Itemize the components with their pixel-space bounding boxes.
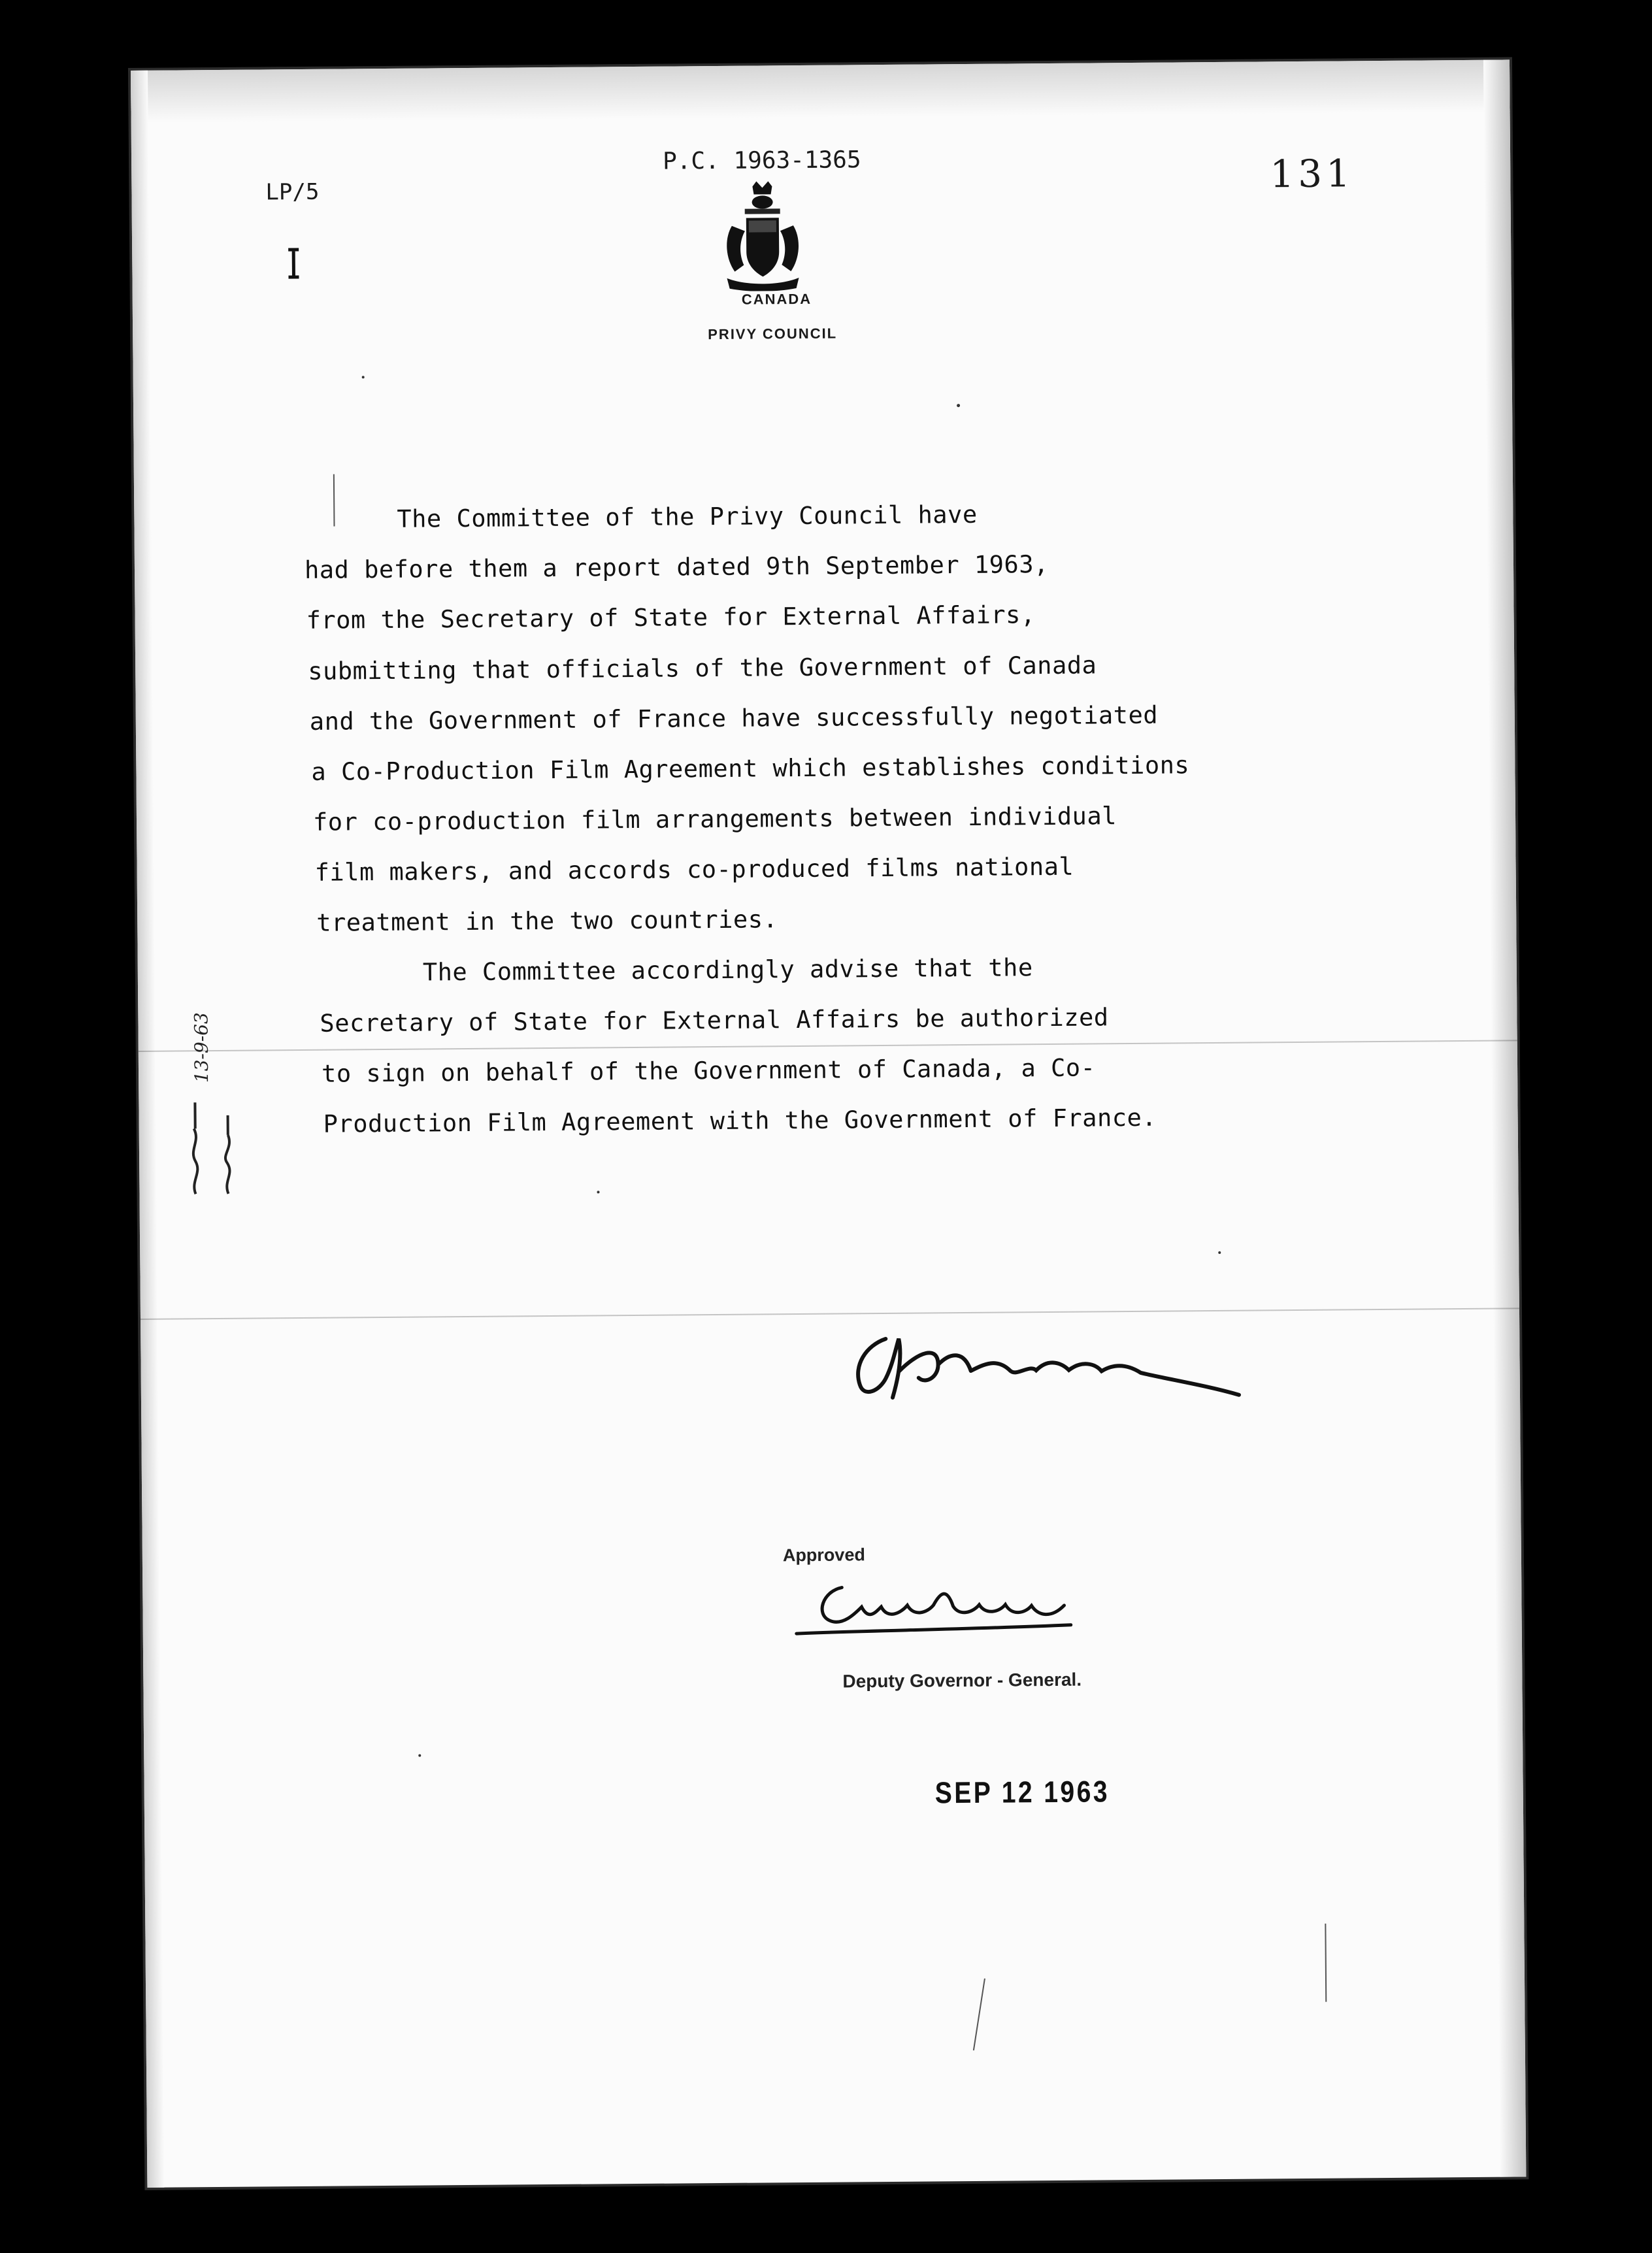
order-number: P.C. 1963-1365 [662, 146, 861, 175]
body-line: Secretary of State for External Affairs be authorized [320, 1003, 1109, 1038]
body-line: had before them a report dated 9th September 1963, [304, 550, 1049, 584]
body-line: and the Government of France have successfully negotiated [309, 700, 1159, 736]
crest-caption-country: CANADA [741, 290, 812, 308]
approved-label: Approved [782, 1545, 866, 1566]
canada-coat-of-arms-icon [719, 180, 805, 291]
paper-scratch [969, 1979, 989, 2050]
page-right-edge [1483, 59, 1526, 2177]
paper-speck [597, 1191, 599, 1193]
deputy-signature-icon [789, 1566, 1091, 1654]
body-line: treatment in the two countries. [316, 905, 778, 937]
paper-speck [418, 1754, 421, 1757]
document-page [131, 59, 1526, 2187]
body-line: a Co-Production Film Agreement which establishes conditions [311, 751, 1190, 786]
body-line: film makers, and accords co-produced films national [314, 852, 1074, 887]
page-number: 131 [1270, 151, 1355, 197]
body-line: to sign on behalf of the Government of Canada, a Co- [321, 1053, 1096, 1088]
page-left-edge [131, 71, 164, 2188]
margin-initials-icon [175, 1089, 248, 1201]
fold-line-upper [139, 1040, 1517, 1052]
pearson-signature-icon [840, 1323, 1246, 1424]
body-line: submitting that officials of the Government of Canada [308, 651, 1097, 685]
body-line: for co-production film arrangements between individual [312, 802, 1117, 836]
page-top-edge [131, 59, 1510, 123]
body-line: Production Film Agreement with the Government of France. [323, 1103, 1157, 1138]
deputy-governor-title: Deputy Governor - General. [842, 1669, 1082, 1692]
margin-date-note: 13-9-63 [190, 1012, 213, 1083]
paper-speck [1218, 1251, 1221, 1254]
body-line: from the Secretary of State for External Affairs, [306, 600, 1036, 634]
crest-caption-body: PRIVY COUNCIL [708, 325, 838, 343]
file-reference: LP/5 [265, 178, 320, 206]
body-line: The Committee accordingly advise that the [422, 953, 1033, 987]
date-stamp: SEP 12 1963 [934, 1774, 1110, 1810]
paper-speck [362, 376, 365, 378]
body-line: The Committee of the Privy Council have [397, 500, 978, 533]
fold-line-lower [140, 1307, 1519, 1320]
paper-scratch [1321, 1924, 1330, 2002]
margin-mark-icon [286, 247, 301, 280]
paper-speck [957, 404, 960, 407]
paper-scratch [330, 474, 339, 527]
